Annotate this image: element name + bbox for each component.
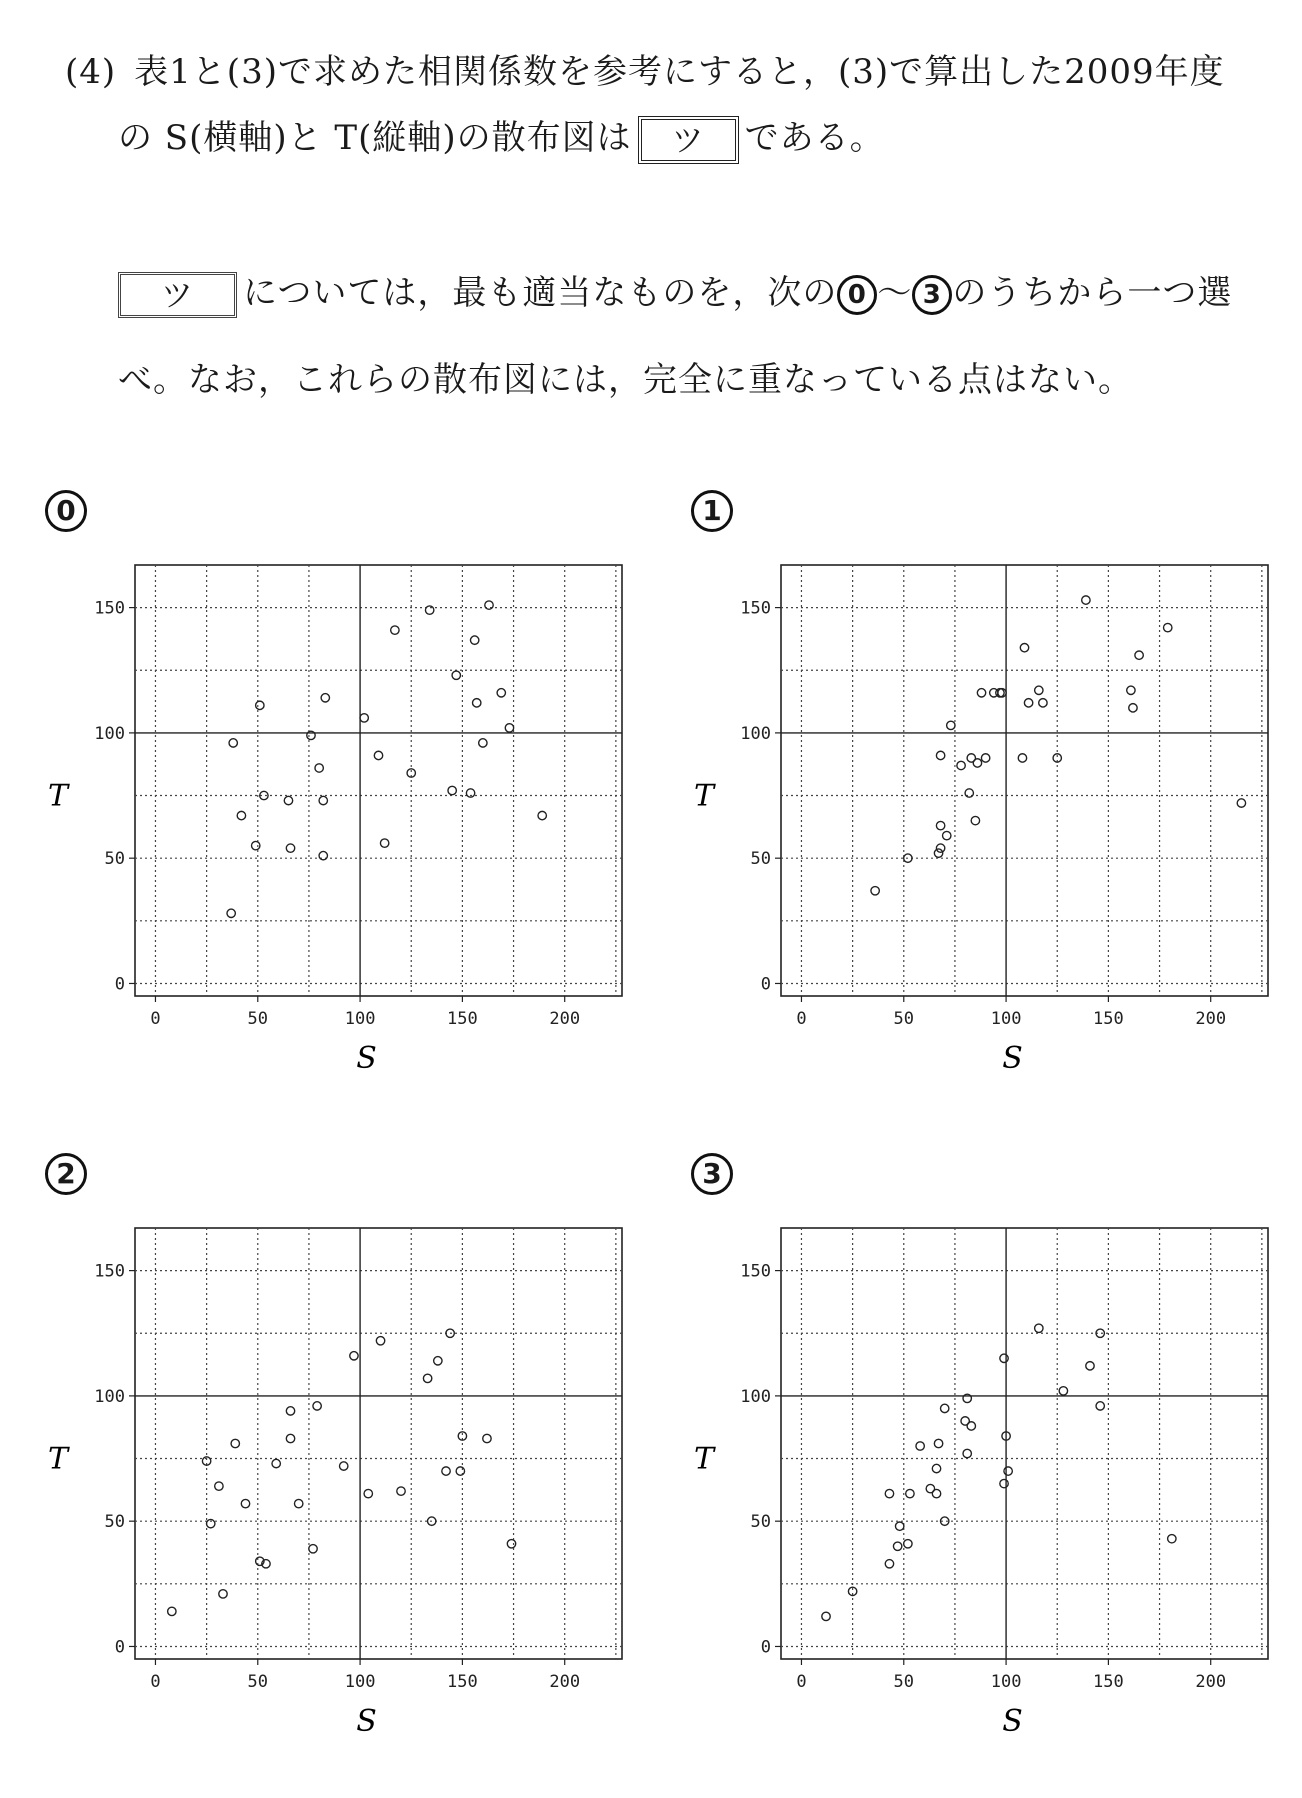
x-axis-label: S	[1002, 1041, 1023, 1076]
data-point	[1135, 651, 1143, 659]
data-point	[963, 1449, 971, 1457]
data-point	[237, 811, 245, 819]
x-tick-label: 0	[796, 1009, 807, 1029]
data-point	[971, 816, 979, 824]
data-point	[885, 1560, 893, 1568]
scatter-plot-2	[40, 1218, 640, 1758]
data-point	[284, 796, 292, 804]
scatter-plot-3	[686, 1218, 1286, 1758]
y-tick-label: 150	[94, 598, 125, 619]
data-point	[505, 724, 513, 732]
y-tick-label: 150	[94, 1261, 125, 1282]
data-point	[452, 671, 460, 679]
data-point	[483, 1434, 491, 1442]
data-point	[497, 689, 505, 697]
scatter-plot-0	[40, 555, 640, 1095]
question-line-2	[118, 110, 885, 164]
data-point	[916, 1442, 924, 1450]
data-point	[425, 606, 433, 614]
y-tick-label: 0	[760, 974, 771, 995]
data-point	[272, 1459, 280, 1467]
data-point	[350, 1352, 358, 1360]
question-text-2b: である。	[744, 118, 885, 158]
x-tick-label: 150	[1093, 1009, 1124, 1029]
data-point	[227, 909, 235, 917]
data-point	[936, 821, 944, 829]
x-tick-label: 150	[447, 1672, 478, 1692]
data-point	[315, 764, 323, 772]
x-tick-label: 0	[796, 1672, 807, 1692]
data-point	[1024, 699, 1032, 707]
data-point	[241, 1499, 249, 1507]
data-point	[286, 1434, 294, 1442]
data-point	[485, 601, 493, 609]
data-point	[936, 751, 944, 759]
data-point	[313, 1402, 321, 1410]
y-tick-label: 0	[114, 974, 125, 995]
data-point	[977, 689, 985, 697]
data-point	[1000, 1479, 1008, 1487]
x-tick-label: 200	[549, 1009, 581, 1029]
data-point	[1237, 799, 1245, 807]
data-point	[391, 626, 399, 634]
data-point	[479, 739, 487, 747]
data-point	[1039, 699, 1047, 707]
y-axis-label: T	[693, 1441, 715, 1477]
data-point	[895, 1522, 903, 1530]
data-point	[940, 1404, 948, 1412]
data-point	[286, 844, 294, 852]
data-point	[215, 1482, 223, 1490]
data-point	[319, 851, 327, 859]
x-tick-label: 50	[893, 1672, 915, 1692]
y-tick-label: 50	[750, 849, 771, 870]
x-tick-label: 150	[1093, 1672, 1124, 1692]
y-tick-label: 100	[740, 723, 771, 744]
data-point	[364, 1489, 372, 1497]
panel-label-0: 0	[45, 490, 87, 532]
data-point	[1127, 686, 1135, 694]
question-text-2: の S(横軸)と T(縦軸)の散布図は	[118, 118, 632, 158]
data-point	[538, 811, 546, 819]
data-point	[947, 721, 955, 729]
data-point	[374, 751, 382, 759]
data-point	[936, 844, 944, 852]
data-point	[470, 636, 478, 644]
data-point	[1018, 754, 1026, 762]
y-axis-label: T	[47, 778, 69, 814]
data-point	[473, 699, 481, 707]
scatter-plot-1	[686, 555, 1286, 1095]
data-point	[229, 739, 237, 747]
data-point	[932, 1489, 940, 1497]
y-tick-label: 150	[740, 1261, 771, 1282]
data-point	[1082, 596, 1090, 604]
data-point	[380, 839, 388, 847]
plot-frame	[781, 565, 1268, 996]
x-tick-label: 0	[150, 1672, 161, 1692]
option-first-marker: 0	[837, 275, 877, 315]
data-point	[442, 1467, 450, 1475]
x-tick-label: 100	[990, 1009, 1022, 1029]
y-tick-label: 100	[740, 1386, 771, 1407]
question-line-3	[118, 265, 1232, 318]
tilde: ～	[877, 273, 913, 313]
x-tick-label: 200	[1195, 1009, 1227, 1029]
data-point	[973, 759, 981, 767]
data-point	[1059, 1387, 1067, 1395]
question-text-1: 表1と(3)で求めた相関係数を参考にすると，(3)で算出した2009年度	[134, 52, 1225, 92]
y-tick-label: 50	[750, 1512, 771, 1533]
data-point	[932, 1464, 940, 1472]
data-point	[934, 849, 942, 857]
question-text-4: べ。なお，これらの散布図には，完全に重なっている点はない。	[118, 360, 1133, 400]
data-point	[507, 1540, 515, 1548]
data-point	[397, 1487, 405, 1495]
data-point	[906, 1489, 914, 1497]
x-tick-label: 200	[549, 1672, 581, 1692]
panel-label-3: 3	[691, 1153, 733, 1195]
data-point	[893, 1542, 901, 1550]
option-last-marker: 3	[912, 275, 952, 315]
data-point	[456, 1467, 464, 1475]
y-tick-label: 50	[104, 1512, 125, 1533]
y-tick-label: 0	[114, 1637, 125, 1658]
data-point	[1000, 1354, 1008, 1362]
data-point	[1035, 686, 1043, 694]
data-point	[1035, 1324, 1043, 1332]
data-point	[1164, 623, 1172, 631]
question-line-1	[65, 44, 1225, 93]
data-point	[885, 1489, 893, 1497]
data-point	[1096, 1402, 1104, 1410]
data-point	[1086, 1362, 1094, 1370]
data-point	[256, 701, 264, 709]
y-tick-label: 100	[94, 1386, 125, 1407]
data-point	[286, 1407, 294, 1415]
x-tick-label: 100	[344, 1672, 376, 1692]
question-line-4	[118, 352, 1133, 401]
y-tick-label: 150	[740, 598, 771, 619]
data-point	[219, 1590, 227, 1598]
plot-frame	[135, 1228, 622, 1659]
x-tick-label: 150	[447, 1009, 478, 1029]
data-point	[965, 789, 973, 797]
panel-label-1: 1	[691, 490, 733, 532]
data-point	[252, 841, 260, 849]
x-tick-label: 50	[893, 1009, 915, 1029]
x-axis-label: S	[356, 1041, 377, 1076]
y-axis-label: T	[693, 778, 715, 814]
data-point	[360, 714, 368, 722]
question-number: (4)	[65, 52, 117, 92]
data-point	[904, 1540, 912, 1548]
question-text-3: については，最も適当なものを，次の	[243, 273, 838, 313]
data-point	[434, 1357, 442, 1365]
data-point	[321, 694, 329, 702]
answer-box-tsu-ref: ツ	[118, 272, 237, 318]
x-tick-label: 100	[990, 1672, 1022, 1692]
data-point	[376, 1337, 384, 1345]
data-point	[943, 831, 951, 839]
data-point	[340, 1462, 348, 1470]
x-tick-label: 100	[344, 1009, 376, 1029]
y-tick-label: 0	[760, 1637, 771, 1658]
y-tick-label: 50	[104, 849, 125, 870]
x-tick-label: 50	[247, 1009, 269, 1029]
panel-label-2: 2	[45, 1153, 87, 1195]
x-tick-label: 200	[1195, 1672, 1227, 1692]
data-point	[231, 1439, 239, 1447]
x-axis-label: S	[1002, 1704, 1023, 1739]
data-point	[1020, 643, 1028, 651]
data-point	[934, 1439, 942, 1447]
data-point	[319, 796, 327, 804]
data-point	[294, 1499, 302, 1507]
data-point	[423, 1374, 431, 1382]
data-point	[168, 1607, 176, 1615]
plot-frame	[781, 1228, 1268, 1659]
x-tick-label: 50	[247, 1672, 269, 1692]
x-axis-label: S	[356, 1704, 377, 1739]
data-point	[1129, 704, 1137, 712]
data-point	[871, 887, 879, 895]
data-point	[957, 761, 965, 769]
x-tick-label: 0	[150, 1009, 161, 1029]
question-text-3b: のうちから一つ選	[952, 273, 1233, 313]
data-point	[822, 1612, 830, 1620]
y-tick-label: 100	[94, 723, 125, 744]
data-point	[1004, 1467, 1012, 1475]
data-point	[981, 754, 989, 762]
plot-frame	[135, 565, 622, 996]
y-axis-label: T	[47, 1441, 69, 1477]
data-point	[1168, 1535, 1176, 1543]
answer-box-tsu: ツ	[638, 116, 739, 164]
data-point	[448, 786, 456, 794]
data-point	[967, 1422, 975, 1430]
data-point	[309, 1545, 317, 1553]
